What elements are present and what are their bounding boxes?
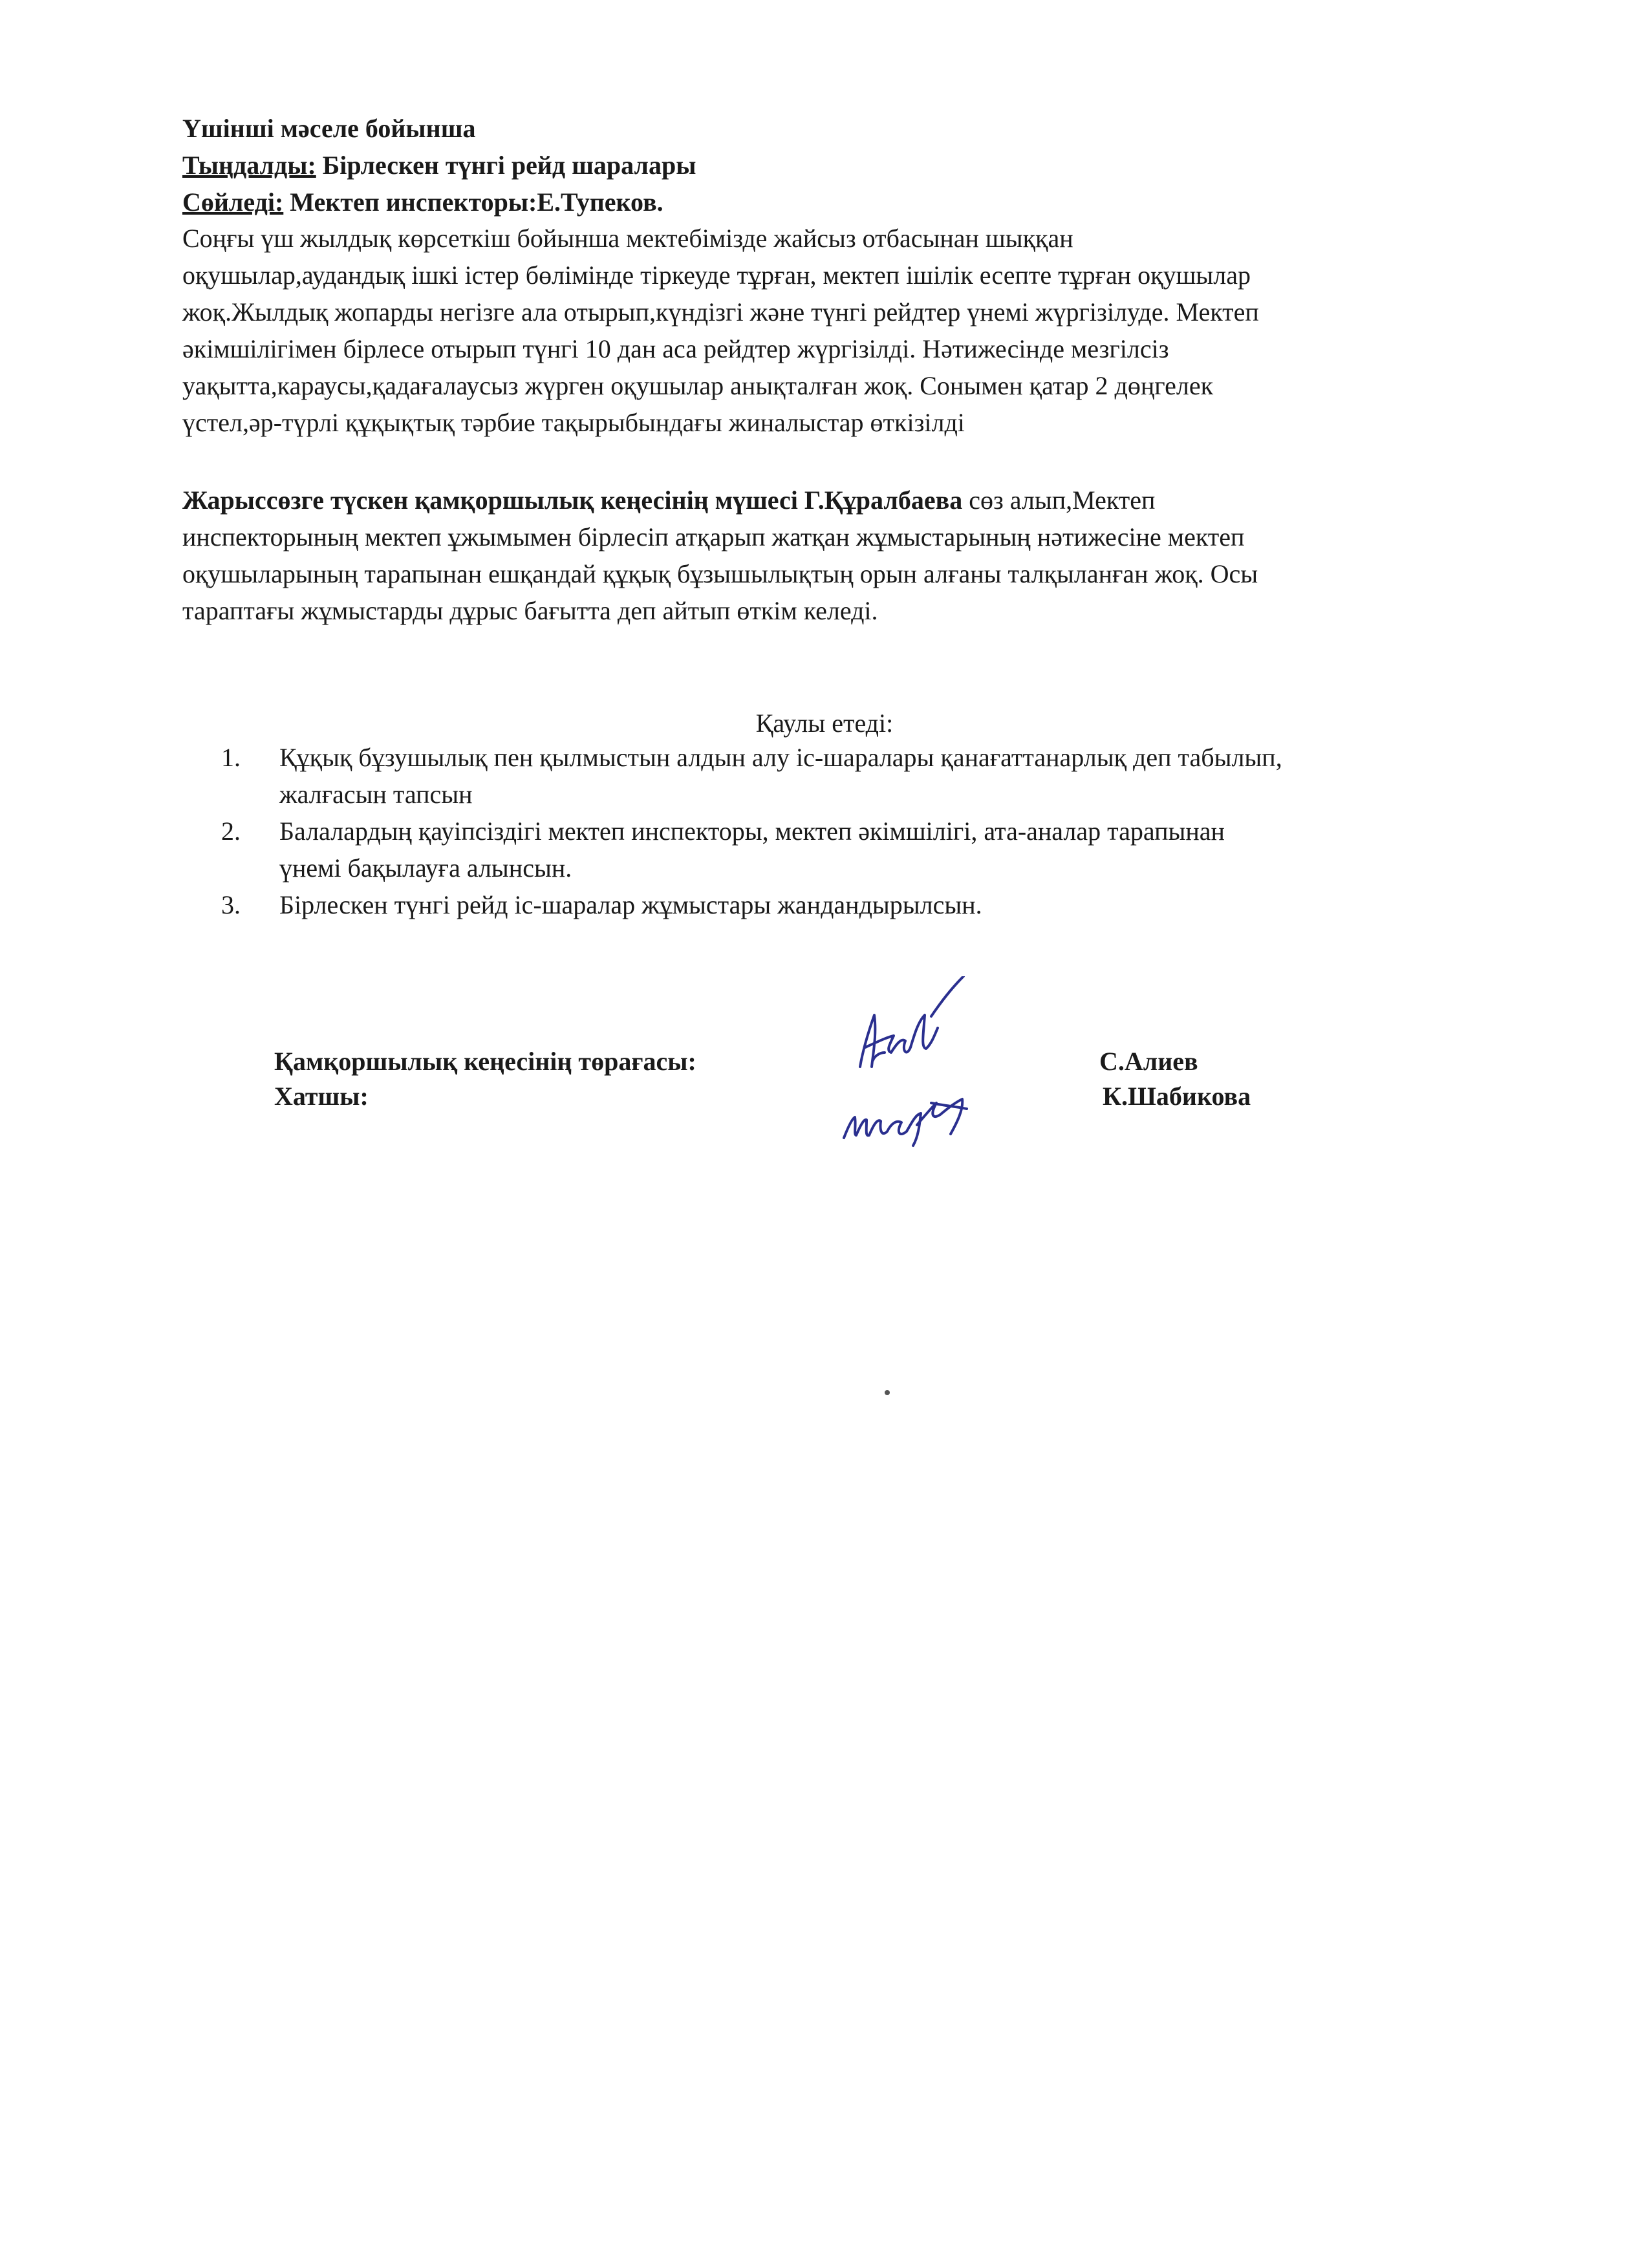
resolution-list [221,739,1566,923]
resolution-item [221,739,1566,813]
handwritten-signature [834,976,1022,1151]
chair-name: С.Алиев [1099,1047,1198,1076]
speaker-name: Жарыссөзге түскен қамқоршылық кеңесінің мүшесі Г.Құралбаева [182,486,963,515]
chair-label: Қамқоршылық кеңесінің төрағасы: [274,1047,696,1076]
resolution-item [221,813,1566,886]
paragraph-line: тараптағы жұмыстарды дұрыс бағытта деп айтып өткім келеді. [182,596,878,625]
paragraph-line: оқушыларының тарапынан ешқандай құқық бұзышылықтың орын алғаны талқыланған жоқ. Осы [182,559,1258,588]
heard-text: Бірлескен түнгі рейд шаралары [316,151,696,180]
spoke-line [182,184,1560,220]
scan-speck [885,1390,890,1395]
paragraph-line: оқушылар,аудандық ішкі істер бөлімінде тіркеуде тұрған, мектеп ішілік есепте тұрған оқушылар [182,261,1251,290]
item-line: үнемі бақылауға алынсын. [279,853,572,883]
paragraph-line: әкімшілігімен бірлесе отырып түнгі 10 дан аса рейдтер жүргізілді. Нәтижесінде мезгілсіз [182,334,1169,363]
paragraph-line: үстел,әр-түрлі құқықтық тәрбие тақырыбындағы жиналыстар өткізілді [182,408,965,437]
paragraph-line: жоқ.Жылдық жопарды негізге ала отырып,күндізгі және түнгі рейдтер үнемі жүргізілуде. Мектеп [182,297,1259,326]
issue-title: Үшінші мәселе бойынша [182,114,476,143]
paragraph-line: уақытта,караусы,қадағалаусыз жүрген оқушылар анықталған жоқ. Сонымен қатар 2 дөңгелек [182,371,1214,400]
spoke-label: Сөйледі: [182,187,284,217]
item-line: Балалардың қауіпсіздігі мектеп инспекторы, мектеп әкімшілігі, ата-аналар тарапынан [279,817,1225,846]
secretary-name: К.Шабикова [1103,1082,1251,1111]
heard-label: Тыңдалды: [182,151,316,180]
item-line: Бірлескен түнгі рейд іс-шаралар жұмыстары жандандырылсын. [279,890,982,919]
item-line: Құқық бұзушылық пен қылмыстын алдын алу іс-шаралары қанағаттанарлық деп табылып, [279,743,1282,772]
item-number: 2. [221,817,241,846]
speaker-rest: сөз алып,Мектеп [962,486,1156,515]
heard-line [182,147,1560,184]
discussion-paragraph [182,482,1560,629]
paragraph-line: Соңғы үш жылдық көрсеткіш бойынша мектебімізде жайсыз отбасынан шыққан [182,224,1073,253]
spoke-text: Мектеп инспекторы:Е.Тупеков. [283,187,663,217]
resolution-title: Қаулы етеді: [755,709,894,738]
paragraph-line: инспекторының мектеп ұжымымен бірлесіп атқарып жатқан жұмыстарының нәтижесіне мектеп [182,522,1245,551]
report-paragraph [182,220,1560,441]
paragraph-line [182,482,1560,519]
item-number: 3. [221,890,241,919]
secretary-label: Хатшы: [274,1082,369,1111]
agenda-heading [182,110,1560,220]
item-line: жалғасын тапсын [279,780,473,809]
resolution-item [221,886,1566,923]
item-number: 1. [221,743,241,772]
